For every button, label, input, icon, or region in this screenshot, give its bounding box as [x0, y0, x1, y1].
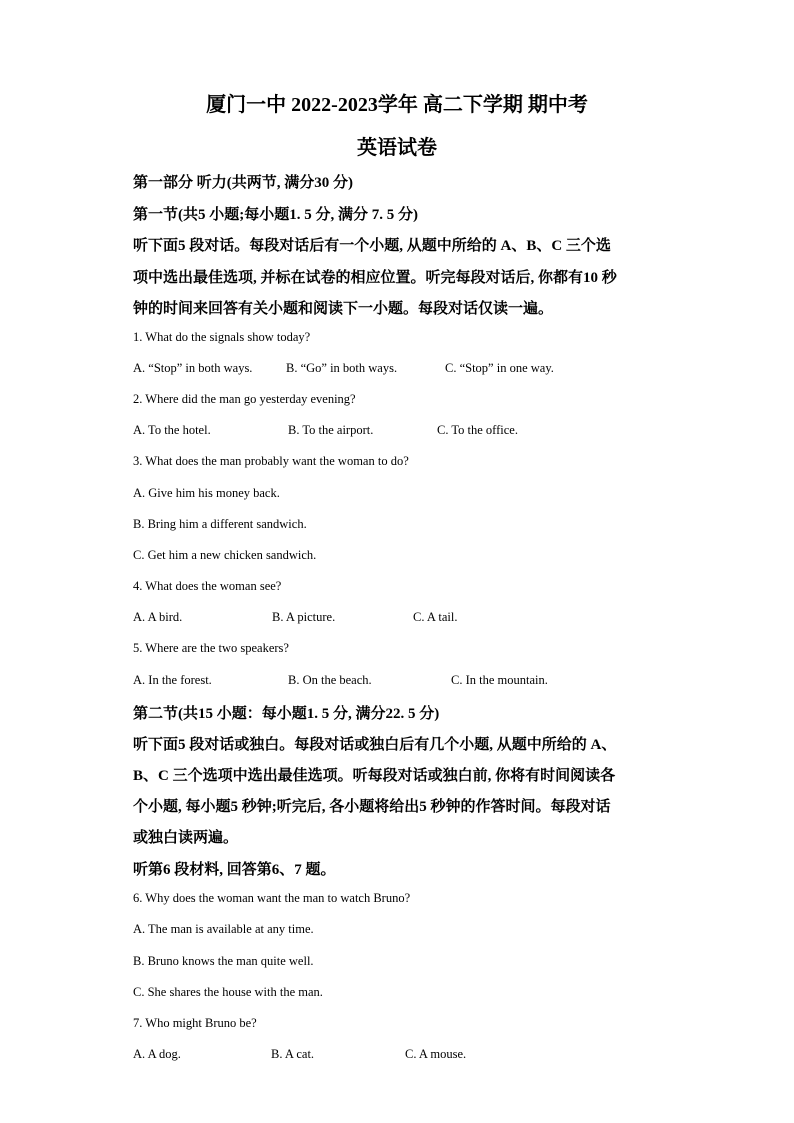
question-stem: 2. Where did the man go yesterday evening?	[133, 392, 356, 406]
option-a: A. Give him his money back.	[133, 486, 280, 500]
section2-heading: 第二节(共15 小题：每小题1. 5 分, 满分22. 5 分)	[133, 706, 440, 722]
section1-heading: 第一节(共5 小题;每小题1. 5 分, 满分 7. 5 分)	[133, 207, 418, 223]
question-stem: 4. What does the woman see?	[133, 579, 282, 593]
option-a: A. A bird.	[133, 610, 183, 624]
option-a: A. In the forest.	[133, 673, 212, 687]
option-c: C. A mouse.	[405, 1047, 467, 1061]
option-a: A. The man is available at any time.	[133, 922, 314, 936]
option-b: B. On the beach.	[288, 673, 372, 687]
question-stem: 1. What do the signals show today?	[133, 330, 311, 344]
question-stem: 6. Why does the woman want the man to watch Bruno?	[133, 891, 411, 905]
question-stem: 7. Who might Bruno be?	[133, 1016, 257, 1030]
option-a: A. To the hotel.	[133, 423, 211, 437]
option-c: C. “Stop” in one way.	[445, 361, 554, 375]
section1-instruction-line: 钟的时间来回答有关小题和阅读下一小题。每段对话仅读一遍。	[133, 301, 554, 317]
section2-instruction-line: 听下面5 段对话或独白。每段对话或独白后有几个小题, 从题中所给的 A、	[133, 737, 617, 753]
section1-instruction-line: 项中选出最佳选项, 并标在试卷的相应位置。听完每段对话后, 你都有10 秒	[133, 270, 617, 286]
option-c: C. She shares the house with the man.	[133, 985, 323, 999]
option-c: C. Get him a new chicken sandwich.	[133, 548, 317, 562]
option-c: C. To the office.	[437, 423, 518, 437]
option-b: B. A cat.	[271, 1047, 315, 1061]
part1-heading: 第一部分 听力(共两节, 满分30 分)	[133, 175, 353, 191]
section2-instruction-line: B、C 三个选项中选出最佳选项。听每段对话或独白前, 你将有时间阅读各	[133, 768, 616, 784]
option-b: B. “Go” in both ways.	[286, 361, 398, 375]
exam-subtitle: 英语试卷	[357, 137, 437, 159]
exam-title: 厦门一中 2022-2023学年 高二下学期 期中考	[206, 94, 588, 116]
section2-instruction-line: 个小题, 每小题5 秒钟;听完后, 各小题将给出5 秒钟的作答时间。每段对话	[133, 799, 611, 815]
section1-instruction-line: 听下面5 段对话。每段对话后有一个小题, 从题中所给的 A、B、C 三个选	[133, 238, 611, 254]
material-heading: 听第6 段材料, 回答第6、7 题。	[133, 862, 336, 878]
option-c: C. In the mountain.	[451, 673, 548, 687]
option-b: B. Bring him a different sandwich.	[133, 517, 307, 531]
section2-instruction-line: 或独白读两遍。	[133, 830, 239, 846]
question-stem: 5. Where are the two speakers?	[133, 641, 289, 655]
option-a: A. “Stop” in both ways.	[133, 361, 253, 375]
option-c: C. A tail.	[413, 610, 458, 624]
option-b: B. To the airport.	[288, 423, 374, 437]
question-stem: 3. What does the man probably want the woman to do?	[133, 454, 409, 468]
option-b: B. A picture.	[272, 610, 336, 624]
option-b: B. Bruno knows the man quite well.	[133, 954, 314, 968]
option-a: A. A dog.	[133, 1047, 181, 1061]
